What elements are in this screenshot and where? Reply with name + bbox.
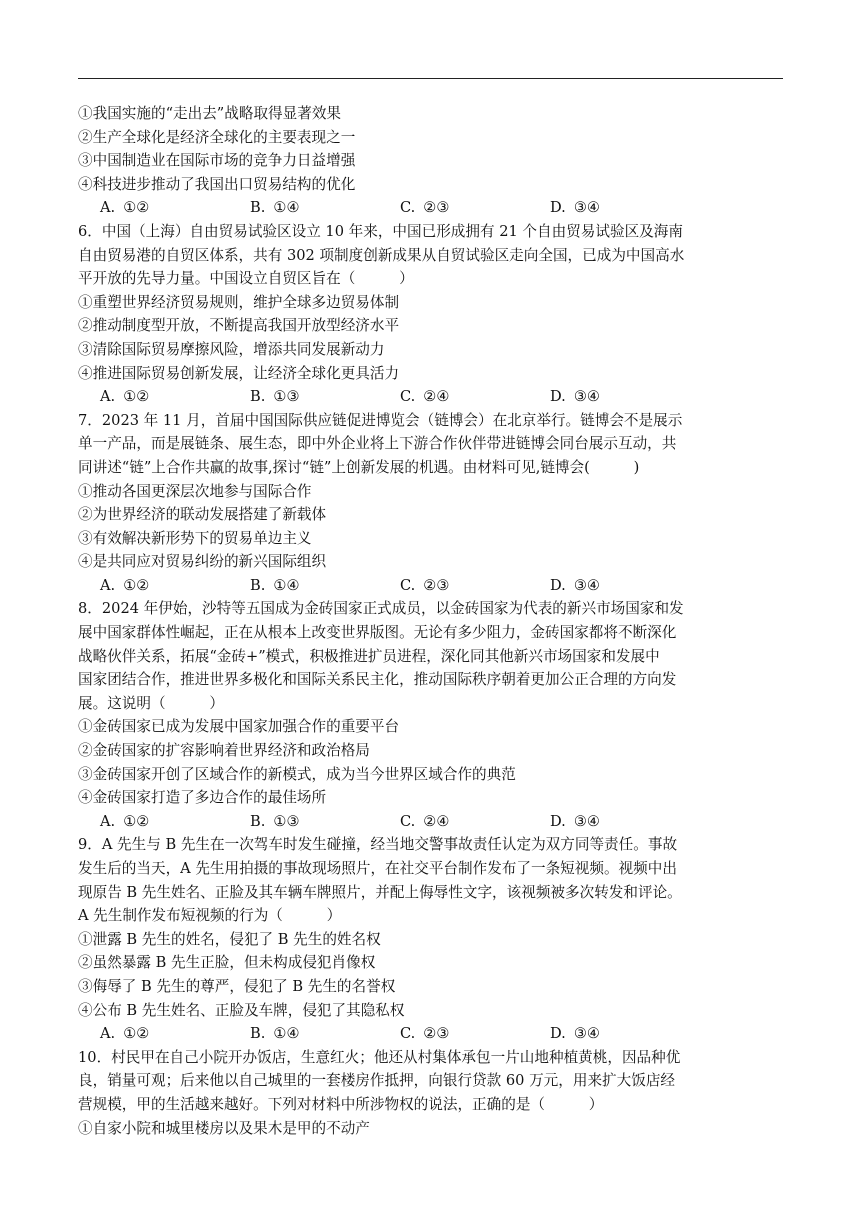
question-6 <box>78 220 784 409</box>
statement: ①泄露 B 先生的姓名，侵犯了 B 先生的姓名权 <box>78 930 381 948</box>
option-d: D. ③④ <box>550 388 600 406</box>
question-5 <box>78 102 784 220</box>
statement: ④公布 B 先生姓名、正脸及车牌，侵犯了其隐私权 <box>78 1001 405 1019</box>
question-stem: 营规模，甲的生活越来越好。下列对材料中所涉物权的说法，正确的是（ ） <box>78 1095 604 1113</box>
answer-options <box>78 810 784 834</box>
question-stem: 同讲述“链”上合作共赢的故事,探讨“链”上创新发展的机遇。由材料可见,链博会( ) <box>78 458 640 476</box>
statement: ④科技进步推动了我国出口贸易结构的优化 <box>78 175 356 193</box>
option-d: D. ③④ <box>550 576 600 594</box>
option-c: C. ②③ <box>400 199 450 217</box>
option-c: C. ②③ <box>400 1025 450 1043</box>
option-a: A. ①② <box>100 388 150 406</box>
option-c: C. ②④ <box>400 812 450 830</box>
statement: ②推动制度型开放，不断提高我国开放型经济水平 <box>78 317 400 335</box>
statement: ④推进国际贸易创新发展，让经济全球化更具活力 <box>78 364 400 382</box>
option-c: C. ②③ <box>400 576 450 594</box>
question-stem: 平开放的先导力量。中国设立自贸区旨在（ ） <box>78 270 414 288</box>
question-stem: 单一产品，而是展链条、展生态，即中外企业将上下游合作伙伴带进链博会同台展示互动，共 <box>78 435 677 453</box>
statement: ①推动各国更深层次地参与国际合作 <box>78 482 312 500</box>
statement: ③有效解决新形势下的贸易单边主义 <box>78 529 312 547</box>
option-b: B. ①④ <box>250 1025 300 1043</box>
option-c: C. ②④ <box>400 388 450 406</box>
option-d: D. ③④ <box>550 1025 600 1043</box>
option-b: B. ①③ <box>250 388 300 406</box>
statement: ④是共同应对贸易纠纷的新兴国际组织 <box>78 553 327 571</box>
option-d: D. ③④ <box>550 199 600 217</box>
statement: ③中国制造业在国际市场的竞争力日益增强 <box>78 152 356 170</box>
statement: ①自家小院和城里楼房以及果木是甲的不动产 <box>78 1119 370 1137</box>
question-10 <box>78 1046 784 1140</box>
option-a: A. ①② <box>100 576 150 594</box>
question-stem: 8．2024 年伊始，沙特等五国成为金砖国家正式成员，以金砖国家为代表的新兴市场国家和发 <box>78 600 684 618</box>
question-stem: 现原告 B 先生姓名、正脸及其车辆车牌照片，并配上侮辱性文字，该视频被多次转发和评论。 <box>78 883 682 901</box>
statement: ④金砖国家打造了多边合作的最佳场所 <box>78 789 327 807</box>
question-stem: 展。这说明（ ） <box>78 694 224 712</box>
option-b: B. ①④ <box>250 576 300 594</box>
option-b: B. ①④ <box>250 199 300 217</box>
question-8 <box>78 597 784 833</box>
question-stem: A 先生制作发布短视频的行为（ ） <box>78 907 342 925</box>
statement: ③侮辱了 B 先生的尊严，侵犯了 B 先生的名誉权 <box>78 977 396 995</box>
question-stem: 战略伙伴关系，拓展“金砖+”模式，积极推进扩员进程，深化同其他新兴市场国家和发展中 <box>78 647 660 665</box>
answer-options <box>78 385 784 409</box>
statement: ③清除国际贸易摩擦风险，增添共同发展新动力 <box>78 340 385 358</box>
question-stem: 发生后的当天，A 先生用拍摄的事故现场照片，在社交平台制作发布了一条短视频。视频中出 <box>78 860 677 877</box>
statement: ①我国实施的“走出去”战略取得显著效果 <box>78 105 342 122</box>
question-7 <box>78 409 784 598</box>
option-a: A. ①② <box>100 812 150 830</box>
question-stem: 6．中国（上海）自由贸易试验区设立 10 年来，中国已形成拥有 21 个自由贸易试验区及海南 <box>78 222 683 240</box>
question-stem: 国家团结合作，推进世界多极化和国际关系民主化，推动国际秩序朝着更加公正合理的方向发 <box>78 671 677 689</box>
statement: ②为世界经济的联动发展搭建了新载体 <box>78 506 327 524</box>
option-d: D. ③④ <box>550 812 600 830</box>
question-content <box>78 102 784 1140</box>
statement: ①重塑世界经济贸易规则，维护全球多边贸易体制 <box>78 293 400 311</box>
statement: ②金砖国家的扩容影响着世界经济和政治格局 <box>78 742 370 760</box>
statement: ①金砖国家已成为发展中国家加强合作的重要平台 <box>78 718 400 736</box>
question-stem: 10．村民甲在自己小院开办饭店，生意红火；他还从村集体承包一片山地种植黄桃，因品种优 <box>78 1048 681 1066</box>
question-9 <box>78 833 784 1045</box>
option-a: A. ①② <box>100 199 150 217</box>
question-stem: 良，销量可观；后来他以自己城里的一套楼房作抵押，向银行贷款 60 万元，用来扩大饭店经 <box>78 1072 676 1090</box>
question-stem: 9．A 先生与 B 先生在一次驾车时发生碰撞，经当地交警事故责任认定为双方同等责任。事故 <box>78 836 678 854</box>
question-stem: 7．2023 年 11 月，首届中国国际供应链促进博览会（链博会）在北京举行。链博会不是展示 <box>78 411 683 429</box>
question-stem: 展中国家群体性崛起，正在从根本上改变世界版图。无论有多少阻力，金砖国家都将不断深化 <box>78 624 677 642</box>
statement: ②虽然暴露 B 先生正脸，但未构成侵犯肖像权 <box>78 954 376 972</box>
question-stem: 自由贸易港的自贸区体系，共有 302 项制度创新成果从自贸试验区走向全国，已成为中国高水 <box>78 246 685 264</box>
answer-options <box>78 574 784 598</box>
option-a: A. ①② <box>100 1025 150 1043</box>
statement: ②生产全球化是经济全球化的主要表现之一 <box>78 128 356 146</box>
header-rule <box>78 78 783 79</box>
option-b: B. ①③ <box>250 812 300 830</box>
answer-options <box>78 196 784 220</box>
statement: ③金砖国家开创了区域合作的新模式，成为当今世界区域合作的典范 <box>78 765 516 783</box>
answer-options <box>78 1022 784 1046</box>
